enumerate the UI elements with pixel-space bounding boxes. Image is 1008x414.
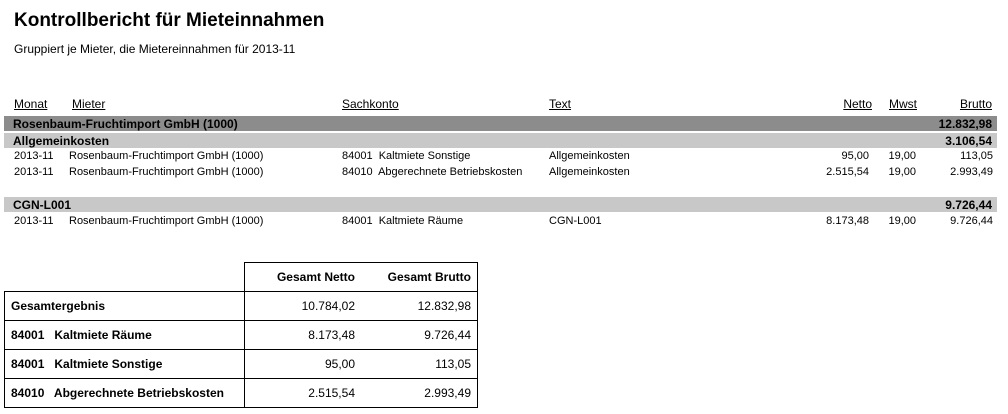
group-band-allgemeinkosten [4,133,997,148]
report-subtitle: Gruppiert je Mieter, die Mietereinnahmen für 2013-11 [14,42,296,56]
summary-netto: 10.784,02 [245,292,362,321]
cell-sachkonto: 84001 Kaltmiete Sonstige [342,150,471,162]
cell-mwst: 19,00 [888,215,916,227]
report-title: Kontrollbericht für Mieteinnahmen [14,10,325,31]
summary-header-empty [5,263,245,292]
tenant-band [4,116,997,131]
group-total: 3.106,54 [945,134,992,148]
cell-mieter: Rosenbaum-Fruchtimport GmbH (1000) [69,150,264,162]
summary-brutto: 9.726,44 [361,321,478,350]
table-row [0,149,1008,164]
cell-text: Allgemeinkosten [549,150,630,162]
summary-netto: 95,00 [245,350,362,379]
summary-row [5,292,478,321]
summary-row [5,321,478,350]
group-band-cgn-l001 [4,197,997,212]
column-header-brutto: Brutto [959,97,992,111]
summary-header-brutto: Gesamt Brutto [361,263,478,292]
cell-brutto: 2.993,49 [950,166,993,178]
summary-netto: 2.515,54 [245,379,362,408]
cell-monat: 2013-11 [14,150,54,162]
cell-mwst: 19,00 [888,166,916,178]
column-header-sachkonto: Sachkonto [342,97,399,111]
tenant-name: Rosenbaum-Fruchtimport GmbH (1000) [13,117,238,131]
summary-netto: 8.173,48 [245,321,362,350]
table-row [0,214,1008,229]
summary-header-netto: Gesamt Netto [245,263,362,292]
summary-label: 84010 Abgerechnete Betriebskosten [5,379,245,408]
cell-netto: 8.173,48 [826,215,869,227]
summary-table [4,262,478,408]
summary-row [5,379,478,408]
group-name: Allgemeinkosten [13,134,110,148]
column-header-monat: Monat [14,97,48,111]
summary-brutto: 2.993,49 [361,379,478,408]
cell-brutto: 9.726,44 [950,215,993,227]
summary-brutto: 113,05 [361,350,478,379]
cell-text: Allgemeinkosten [549,166,630,178]
table-row [0,165,1008,180]
summary-label: 84001 Kaltmiete Räume [5,321,245,350]
column-header-text: Text [549,97,572,111]
column-header-mwst: Mwst [889,97,917,111]
summary-row [5,350,478,379]
cell-sachkonto: 84001 Kaltmiete Räume [342,215,464,227]
summary-label: Gesamtergebnis [5,292,245,321]
cell-mwst: 19,00 [888,150,916,162]
column-header-netto: Netto [843,97,872,111]
cell-netto: 95,00 [841,150,869,162]
cell-brutto: 113,05 [960,150,993,162]
tenant-total: 12.832,98 [938,117,992,131]
cell-mieter: Rosenbaum-Fruchtimport GmbH (1000) [69,215,264,227]
cell-sachkonto: 84010 Abgerechnete Betriebskosten [342,166,523,178]
cell-netto: 2.515,54 [826,166,869,178]
summary-label: 84001 Kaltmiete Sonstige [5,350,245,379]
summary-brutto: 12.832,98 [361,292,478,321]
group-name: CGN-L001 [13,198,72,212]
cell-text: CGN-L001 [549,215,602,227]
column-header-mieter: Mieter [72,97,106,111]
cell-monat: 2013-11 [14,215,54,227]
group-total: 9.726,44 [945,198,992,212]
summary-header-row [5,263,478,292]
cell-mieter: Rosenbaum-Fruchtimport GmbH (1000) [69,166,264,178]
cell-monat: 2013-11 [14,166,54,178]
